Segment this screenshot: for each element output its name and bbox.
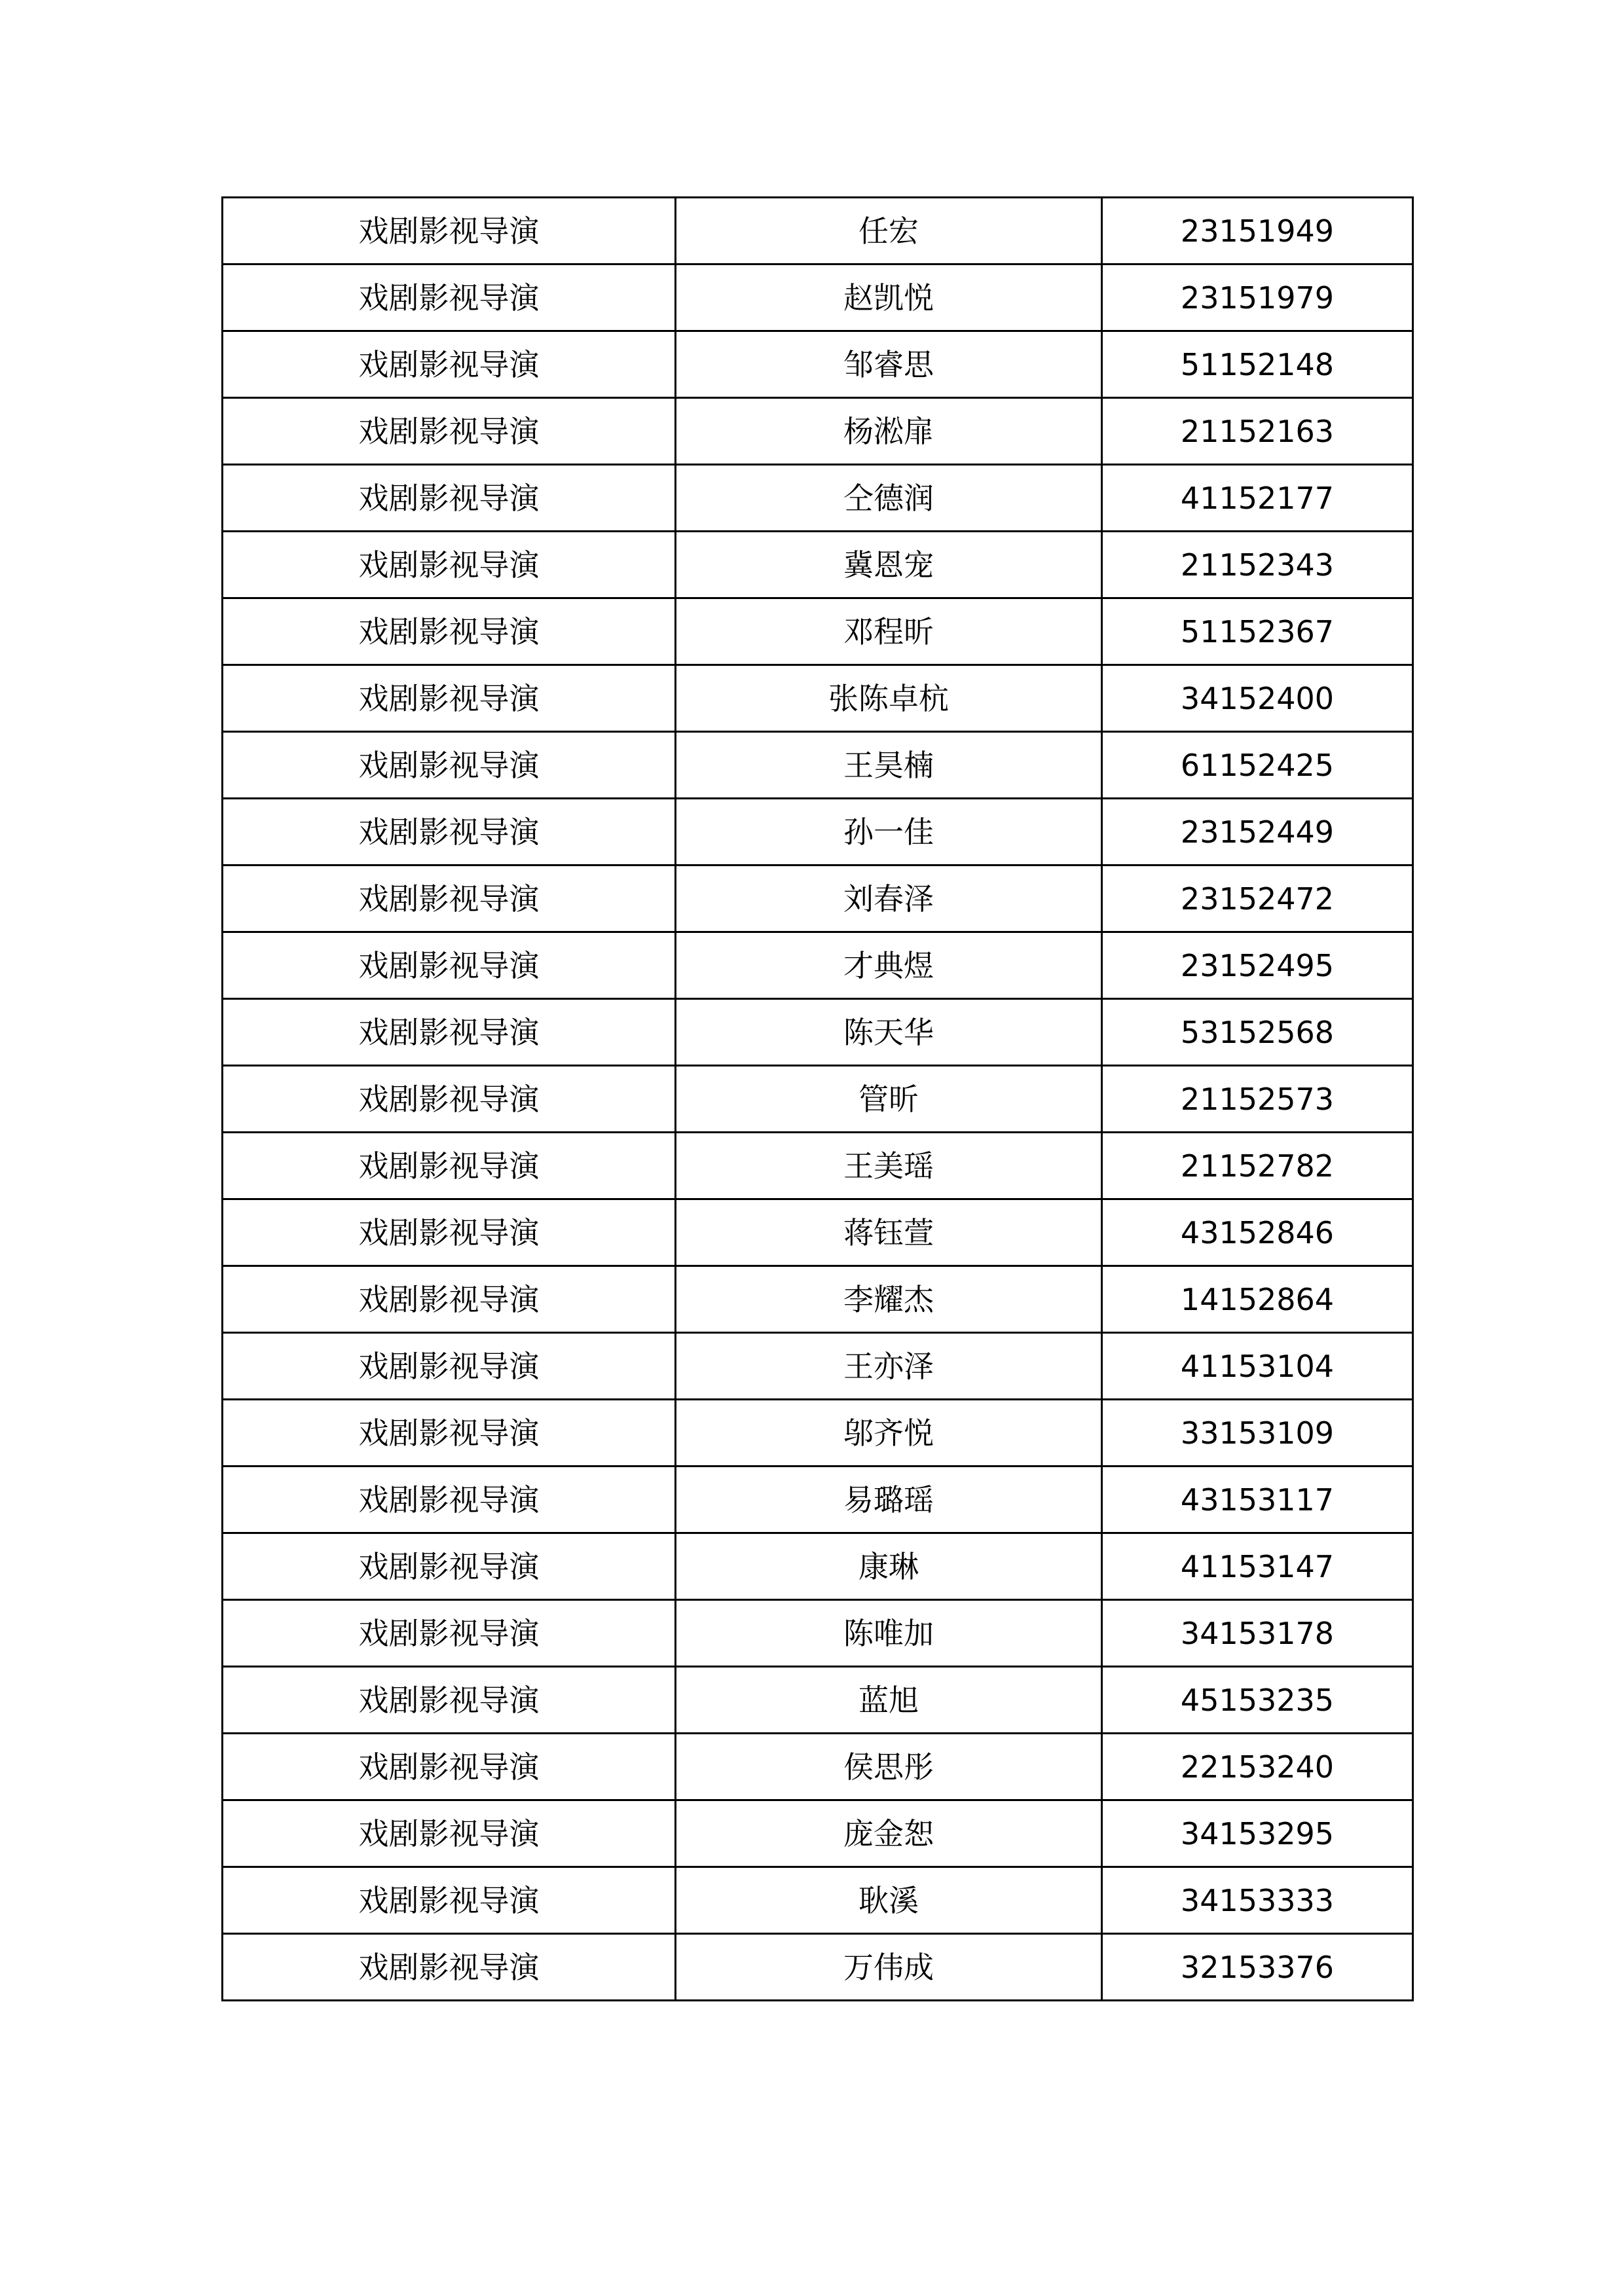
major-cell: 戏剧影视导演 — [223, 1934, 676, 2001]
table-row — [223, 532, 1413, 598]
name-cell: 王美瑶 — [676, 1133, 1102, 1199]
name-cell: 王亦泽 — [676, 1333, 1102, 1400]
table-row — [223, 999, 1413, 1066]
name-cell: 侯思彤 — [676, 1734, 1102, 1800]
table-row — [223, 1734, 1413, 1800]
name-cell: 蓝旭 — [676, 1667, 1102, 1734]
id-cell: 51152148 — [1102, 331, 1413, 398]
table-row — [223, 866, 1413, 932]
table-row — [223, 932, 1413, 999]
table-row — [223, 1667, 1413, 1734]
name-cell: 邬齐悦 — [676, 1400, 1102, 1467]
name-cell: 杨淞扉 — [676, 398, 1102, 465]
name-cell: 王昊楠 — [676, 732, 1102, 799]
major-cell: 戏剧影视导演 — [223, 198, 676, 264]
name-cell: 任宏 — [676, 198, 1102, 264]
id-cell: 41153147 — [1102, 1533, 1413, 1600]
name-cell: 管昕 — [676, 1066, 1102, 1133]
major-cell: 戏剧影视导演 — [223, 866, 676, 932]
major-cell: 戏剧影视导演 — [223, 465, 676, 532]
name-cell: 仝德润 — [676, 465, 1102, 532]
name-cell: 蒋钰萱 — [676, 1199, 1102, 1266]
name-cell: 万伟成 — [676, 1934, 1102, 2001]
id-cell: 23152449 — [1102, 799, 1413, 866]
major-cell: 戏剧影视导演 — [223, 1199, 676, 1266]
table-row — [223, 1600, 1413, 1667]
table-row — [223, 1066, 1413, 1133]
name-cell: 赵凯悦 — [676, 264, 1102, 331]
table-row — [223, 465, 1413, 532]
major-cell: 戏剧影视导演 — [223, 1266, 676, 1333]
name-cell: 冀恩宠 — [676, 532, 1102, 598]
major-cell: 戏剧影视导演 — [223, 665, 676, 732]
id-cell: 34152400 — [1102, 665, 1413, 732]
table-row — [223, 665, 1413, 732]
id-cell: 34153333 — [1102, 1867, 1413, 1934]
major-cell: 戏剧影视导演 — [223, 732, 676, 799]
table-row — [223, 1533, 1413, 1600]
table-row — [223, 264, 1413, 331]
table-row — [223, 198, 1413, 264]
name-cell: 张陈卓杭 — [676, 665, 1102, 732]
table-row — [223, 1934, 1413, 2001]
id-cell: 21152343 — [1102, 532, 1413, 598]
id-cell: 34153295 — [1102, 1800, 1413, 1867]
name-cell: 耿溪 — [676, 1867, 1102, 1934]
table-row — [223, 732, 1413, 799]
major-cell: 戏剧影视导演 — [223, 1467, 676, 1533]
major-cell: 戏剧影视导演 — [223, 1533, 676, 1600]
id-cell: 21152573 — [1102, 1066, 1413, 1133]
name-cell: 康琳 — [676, 1533, 1102, 1600]
major-cell: 戏剧影视导演 — [223, 1667, 676, 1734]
table-row — [223, 1800, 1413, 1867]
table-row — [223, 1467, 1413, 1533]
name-cell: 易璐瑶 — [676, 1467, 1102, 1533]
major-cell: 戏剧影视导演 — [223, 532, 676, 598]
id-cell: 23152495 — [1102, 932, 1413, 999]
major-cell: 戏剧影视导演 — [223, 1400, 676, 1467]
table-row — [223, 1867, 1413, 1934]
name-cell: 陈唯加 — [676, 1600, 1102, 1667]
name-cell: 陈天华 — [676, 999, 1102, 1066]
name-cell: 邹睿思 — [676, 331, 1102, 398]
major-cell: 戏剧影视导演 — [223, 999, 676, 1066]
name-cell: 庞金恕 — [676, 1800, 1102, 1867]
table-row — [223, 799, 1413, 866]
id-cell: 21152163 — [1102, 398, 1413, 465]
id-cell: 23152472 — [1102, 866, 1413, 932]
major-cell: 戏剧影视导演 — [223, 932, 676, 999]
id-cell: 14152864 — [1102, 1266, 1413, 1333]
major-cell: 戏剧影视导演 — [223, 398, 676, 465]
id-cell: 34153178 — [1102, 1600, 1413, 1667]
id-cell: 23151979 — [1102, 264, 1413, 331]
name-cell: 才典煜 — [676, 932, 1102, 999]
name-cell: 李耀杰 — [676, 1266, 1102, 1333]
major-cell: 戏剧影视导演 — [223, 1066, 676, 1133]
table-row — [223, 1333, 1413, 1400]
table-row — [223, 331, 1413, 398]
major-cell: 戏剧影视导演 — [223, 1867, 676, 1934]
major-cell: 戏剧影视导演 — [223, 598, 676, 665]
table-row — [223, 1133, 1413, 1199]
id-cell: 43152846 — [1102, 1199, 1413, 1266]
major-cell: 戏剧影视导演 — [223, 799, 676, 866]
id-cell: 21152782 — [1102, 1133, 1413, 1199]
major-cell: 戏剧影视导演 — [223, 1800, 676, 1867]
id-cell: 51152367 — [1102, 598, 1413, 665]
id-cell: 53152568 — [1102, 999, 1413, 1066]
results-table-body — [223, 198, 1413, 2001]
name-cell: 孙一佳 — [676, 799, 1102, 866]
id-cell: 33153109 — [1102, 1400, 1413, 1467]
table-row — [223, 1199, 1413, 1266]
id-cell: 61152425 — [1102, 732, 1413, 799]
table-row — [223, 398, 1413, 465]
name-cell: 邓程昕 — [676, 598, 1102, 665]
major-cell: 戏剧影视导演 — [223, 264, 676, 331]
id-cell: 23151949 — [1102, 198, 1413, 264]
id-cell: 41153104 — [1102, 1333, 1413, 1400]
id-cell: 45153235 — [1102, 1667, 1413, 1734]
results-table — [221, 196, 1414, 2001]
table-row — [223, 598, 1413, 665]
major-cell: 戏剧影视导演 — [223, 1734, 676, 1800]
id-cell: 43153117 — [1102, 1467, 1413, 1533]
id-cell: 32153376 — [1102, 1934, 1413, 2001]
major-cell: 戏剧影视导演 — [223, 1333, 676, 1400]
table-row — [223, 1400, 1413, 1467]
major-cell: 戏剧影视导演 — [223, 1600, 676, 1667]
name-cell: 刘春泽 — [676, 866, 1102, 932]
major-cell: 戏剧影视导演 — [223, 1133, 676, 1199]
id-cell: 41152177 — [1102, 465, 1413, 532]
id-cell: 22153240 — [1102, 1734, 1413, 1800]
table-row — [223, 1266, 1413, 1333]
major-cell: 戏剧影视导演 — [223, 331, 676, 398]
